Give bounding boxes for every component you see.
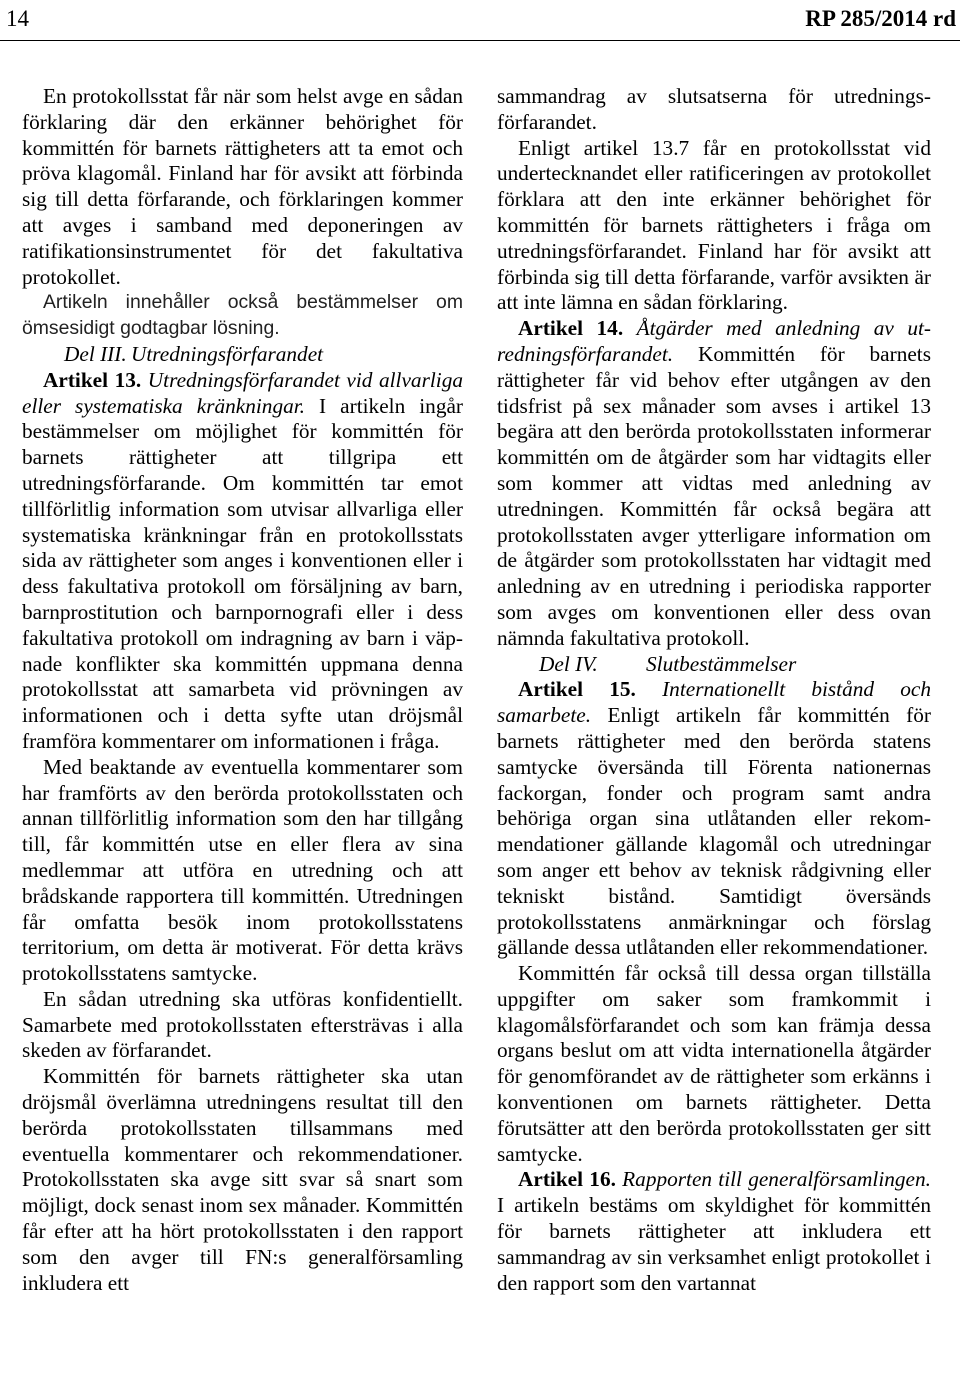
article-title: Utredningsförfarandet vid allvarliga eller systematiska kränkningar. (22, 367, 463, 418)
paragraph: sammandrag av slutsatserna för utredningsförfarandet. (497, 84, 931, 134)
article-text: Kommittén för barnets rättigheter får vid behov efter utgången av den tidsfrist på sex månader som avses i artikel 13 begära att den berörda protokollsstaten informerar kommittén om de åtgärder som har vidtagits eller som kommer att vidtas med anledning av utredningen. Kommittén får också begära att protokollsstaten avger ytterligare information om de åtgärder som protokollsstaten har vidtagit med anledning av en utredning i periodiska rapporter som avges om konventionen eller dess ovan nämnda fakultativa protokoll. (497, 341, 932, 650)
article-16 (497, 1167, 931, 1296)
article-text: Enligt artikeln får kommittén för barnets rättigheter med den berörda statens samtycke översända till Förenta nationernas fackorgan, fonder och program samt andra behöriga organ sina utlåtanden eller rekommendationer gällande klagomål och utredningar som anger ett behov av teknisk rådgivning eller tekniskt bistånd. Samtidigt översänds protokollsstatens anmärkningar och förslag gällande dessa utlåtanden eller rekommendationer. (497, 703, 931, 960)
article-title: Åtgärder med anledning av utredningsförfarandet. (497, 316, 931, 366)
part-heading (22, 342, 463, 368)
article-label: Artikel 15. (518, 677, 636, 702)
part-title: Utredningsförfarandet (131, 341, 324, 366)
paragraph: Artikeln innehåller också bestämmelser om ömsesidigt godtagbar lösning. (22, 291, 463, 340)
paragraph: Med beaktande av eventuella kommentarer som har framförts av den berörda protokollsstaten och annan tillförlitlig information som den har tillgång till, får kommittén utse en eller flera av sina medlemmar att utföra en utredning och att brådskande rapportera till kommittén. Utredningen får omfatta besök inom protokollsstatens territorium, om detta är motiverat. För detta krävs protokollsstatens samtycke. (22, 754, 463, 986)
article-13 (22, 368, 463, 755)
article-15 (497, 677, 931, 961)
document-reference: RP 285/2014 rd (805, 6, 956, 31)
article-label: Artikel 16. (518, 1167, 616, 1192)
article-title: Internationellt bistånd och samarbete. (497, 677, 931, 728)
part-heading (497, 652, 931, 678)
part-number: Del IV. (539, 651, 598, 676)
page-number: 14 (6, 6, 29, 31)
article-title: Rapporten till generalförsamlingen. (622, 1167, 931, 1192)
article-text: I artikeln bestäms om skyldighet för kommittén för barnets rättigheter att inkludera ett sammandrag av sin verksamhet enligt protokollet i den rapport som den vartannat (497, 1193, 931, 1295)
page-header (0, 2, 960, 38)
paragraph: En protokollsstat får när som helst avge en sådan förklaring där den erkänner behörighet för kommittén för barnets rättigheters att ta emot och pröva klagomål. Finland har för avsikt att förbinda sig till detta förfarande, och förklaringen kommer att avges i samband med deponeringen av ratifikationsinstrumentet för det fakultativa protokollet. (22, 84, 463, 289)
header-rule (0, 40, 960, 41)
article-text: I artikeln ingår bestämmelser om möjlighet för kommittén för barnets rättigheter att tillgripa ett utredningsförfarande. Om kommittén tar emot tillförlitlig information som utvisar allvarliga eller systematiska kränkningar från en protokollsstats sida av rättigheter som anges i konventionen eller i dess fakultativa protokoll om försäljning av barn, barnprostitution och barnpornografi eller i dess fakultativa protokoll om indragning av barn i väpnade konflikter ska kommittén uppmana denna protokollsstat att samarbeta vid prövningen av informationen och i detta syfte utan dröjsmål framföra kommentarer om informationen i fråga. (22, 393, 464, 753)
article-label: Artikel 13. (43, 367, 142, 392)
left-column (22, 84, 463, 1296)
right-column (497, 84, 931, 1296)
paragraph: En sådan utredning ska utföras konfidentiellt. Samarbete med protokollsstaten eftersträvas i alla skeden av förfarandet. (22, 986, 463, 1063)
paragraph: Kommittén får också till dessa organ tillställa uppgifter om saker som framkommit i klagomålsförfarandet och som kan främja dessa organs beslut om att vidta internationella åtgärder för genomförandet av de rättigheter som erkänns i konventionen om barnets rättigheter. Detta förutsätter att den berörda protokollsstaten ger sitt samtycke. (497, 961, 931, 1166)
paragraph: Kommittén för barnets rättigheter ska utan dröjsmål överlämna utredningens resultat till den berörda protokollsstaten tillsammans med eventuella kommentarer och rekommendationer. Protokollsstaten ska avge sitt svar så snart som möjligt, dock senast inom sex månader. Kommittén får efter att ha hört protokollsstaten i den rapport som den avger till FN:s generalförsamling inkludera ett (22, 1064, 463, 1295)
part-title: Slutbestämmelser (646, 651, 797, 676)
article-label: Artikel 14. (518, 316, 624, 341)
paragraph: Enligt artikel 13.7 får en protokollsstat vid undertecknandet eller ratificeringen av protokollet förklara att den inte erkänner behörighet för kommittén för barnets rättigheters i fråga om utredningsförfarandet. Finland har för avsikt att förbinda sig till detta förfarande, varför avsikten är att inte lämna en sådan förklaring. (497, 135, 931, 315)
part-number: Del III. (64, 341, 127, 366)
article-14 (497, 316, 931, 651)
